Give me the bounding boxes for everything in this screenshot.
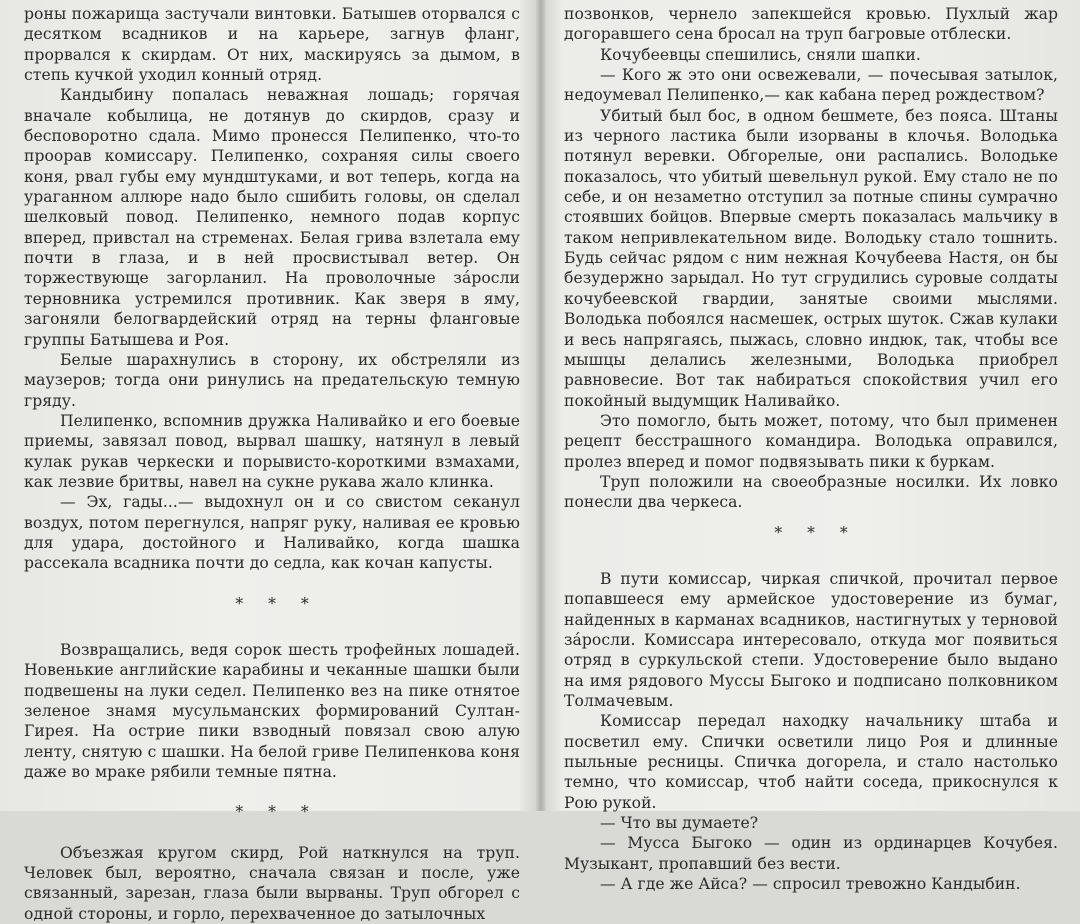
- paragraph: Это помогло, быть может, потому, что был применен рецепт бесстрашного командира. Володька оправился, пролез вперед и помог подвязывать пики к буркам.: [564, 411, 1058, 471]
- paragraph: — Кого ж это они освежевали, — почесывая затылок, недоумевал Пелипенко,— как кабана перед рождеством?: [564, 66, 1058, 105]
- section-break: * * *: [235, 594, 319, 613]
- paragraph: Убитый был бос, в одном бешмете, без пояса. Штаны из черного ластика были изорваны в клочья. Володька потянул веревки. Обгорелые, они распались. Володьке показалось, что убитый шевельнул рукой. Ему стало не по себе, и он незаметно отступил за потные спины сумрачно стоявших бойцов. Впервые смерть показалась мальчику в таком непривлекательном виде. Володьку стало тошнить. Будь сейчас рядом с ним нежная Кочубеева Настя, он бы безудержно зарыдал. Но тут сгрудились суровые солдаты кочубеевской гвардии, занятые своими мыслями. Володька побоялся насмешек, острых шуток. Сжав кулаки и весь напрягаясь, пыжась, словно индюк, так, чтобы все мышцы делались железными, Володька приобрел равновесие. Вот так набираться спокойствия учил его покойный выдумщик Наливайко.: [564, 106, 1058, 410]
- paragraph: Кочубеевцы спешились, сняли шапки.: [600, 45, 921, 64]
- paragraph: Кандыбину попалась неважная лошадь; горячая вначале кобылица, не дотянув до скирдов, сразу и бесповоротно сдала. Мимо пронесся Пелипенко, что-то проорав комиссару. Пелипенко, сохраняя силы своего коня, рвал губы ему мундштуками, и вот теперь, когда на ураганном аллюре надо было сшибить головы, он сделал шелковый повод. Пелипенко, немного подав корпус вперед, привстал на стременах. Белая грива взлетала ему почти в глаза, и в ней просвистывал ветер. Он торжествующе загорланил. На проволочные зáросли терновника устремился противник. Как зверя в яму, загоняли белогвардейский отряд на терны фланговые группы Батышева и Роя.: [24, 86, 520, 349]
- spacer: [24, 574, 520, 594]
- left-page: [24, 4, 520, 924]
- paragraph: — Мусса Быгоко — один из ординарцев Кочубея. Музыкант, пропавший без вести.: [564, 834, 1058, 873]
- paragraph: роны пожарища застучали винтовки. Батышев оторвался с десятком всадников и на карьере, загнув фланг, прорвался к скирдам. От них, маскируясь за дымом, в степь кучкой уходил конный отряд.: [24, 5, 520, 85]
- paragraph: Труп положили на своеобразные носилки. Их ловко понесли два черкеса.: [564, 472, 1058, 512]
- paragraph: Белые шарахнулись в сторону, их обстреляли из маузеров; тогда они ринулись на предательскую темную гряду.: [24, 350, 520, 410]
- paragraph: В пути комиссар, чиркая спичкой, прочитал первое попавшееся ему армейское удостоверение из бумаг, найденных в карманах всадников, настигнутых у терновой зáросли. Комиссара интересовало, откуда мог появиться отряд в суркульской степи. Удостоверение было выдано на имя рядового Муссы Быгоко и подписано полковником Толмачевым.: [564, 569, 1058, 710]
- paragraph: Пелипенко, вспомнив дружка Наливайко и его боевые приемы, завязал повод, вырвал шашку, натянул в левый кулак рукав черкески и порывисто-короткими взмахами, как лезвие бритвы, навел на сукне рукава жало клинка.: [24, 411, 520, 491]
- paragraph: Комиссар передал находку начальнику штаба и посветил ему. Спички осветили лицо Роя и длинные пыльные ресницы. Спичка догорела, и стало настолько темно, что комиссар, чтоб найти соседа, прикоснулся к Рою рукой.: [564, 712, 1058, 812]
- section-break: * * *: [235, 803, 319, 822]
- spacer: [24, 823, 520, 843]
- section-break: * * *: [774, 523, 858, 542]
- spacer: [24, 782, 520, 802]
- paragraph: Объезжая кругом скирд, Рой наткнулся на труп. Человек был, вероятно, сначала связан и после, уже связанный, зарезан, глаза были вырваны. Труп обгорел с одной стороны, и горло, перехваченное до затылочных: [24, 843, 520, 923]
- spacer: [564, 513, 1058, 523]
- paragraph: — Эх, гады...— выдохнул он и со свистом секанул воздух, потом перегнулся, напряг руку, наливая ее кровью для удара, достойного и Наливайко, когда шашка рассекала всадника почти до седла, как кочан капусты.: [24, 493, 520, 573]
- spacer: [24, 614, 520, 640]
- paragraph: — А где же Айса? — спросил тревожно Кандыбин.: [600, 875, 1021, 894]
- spacer: [564, 543, 1058, 569]
- book-gutter: [536, 0, 546, 811]
- right-page: [564, 4, 1058, 894]
- paragraph: позвонков, чернело запекшейся кровью. Пухлый жар догоравшего сена бросал на труп багровые отблески.: [564, 5, 1058, 44]
- paragraph: Возвращались, ведя сорок шесть трофейных лошадей. Новенькие английские карабины и чеканные шашки были подвешены на луки седел. Пелипенко вез на пике отнятое зеленое знамя мусульманских формирований Султан-Гирея. На острие пики взводный повязал свою алую ленту, снятую с шашки. На белой гриве Пелипенкова коня даже во мраке рябили темные пятна.: [24, 640, 520, 782]
- paragraph: — Что вы думаете?: [600, 814, 759, 833]
